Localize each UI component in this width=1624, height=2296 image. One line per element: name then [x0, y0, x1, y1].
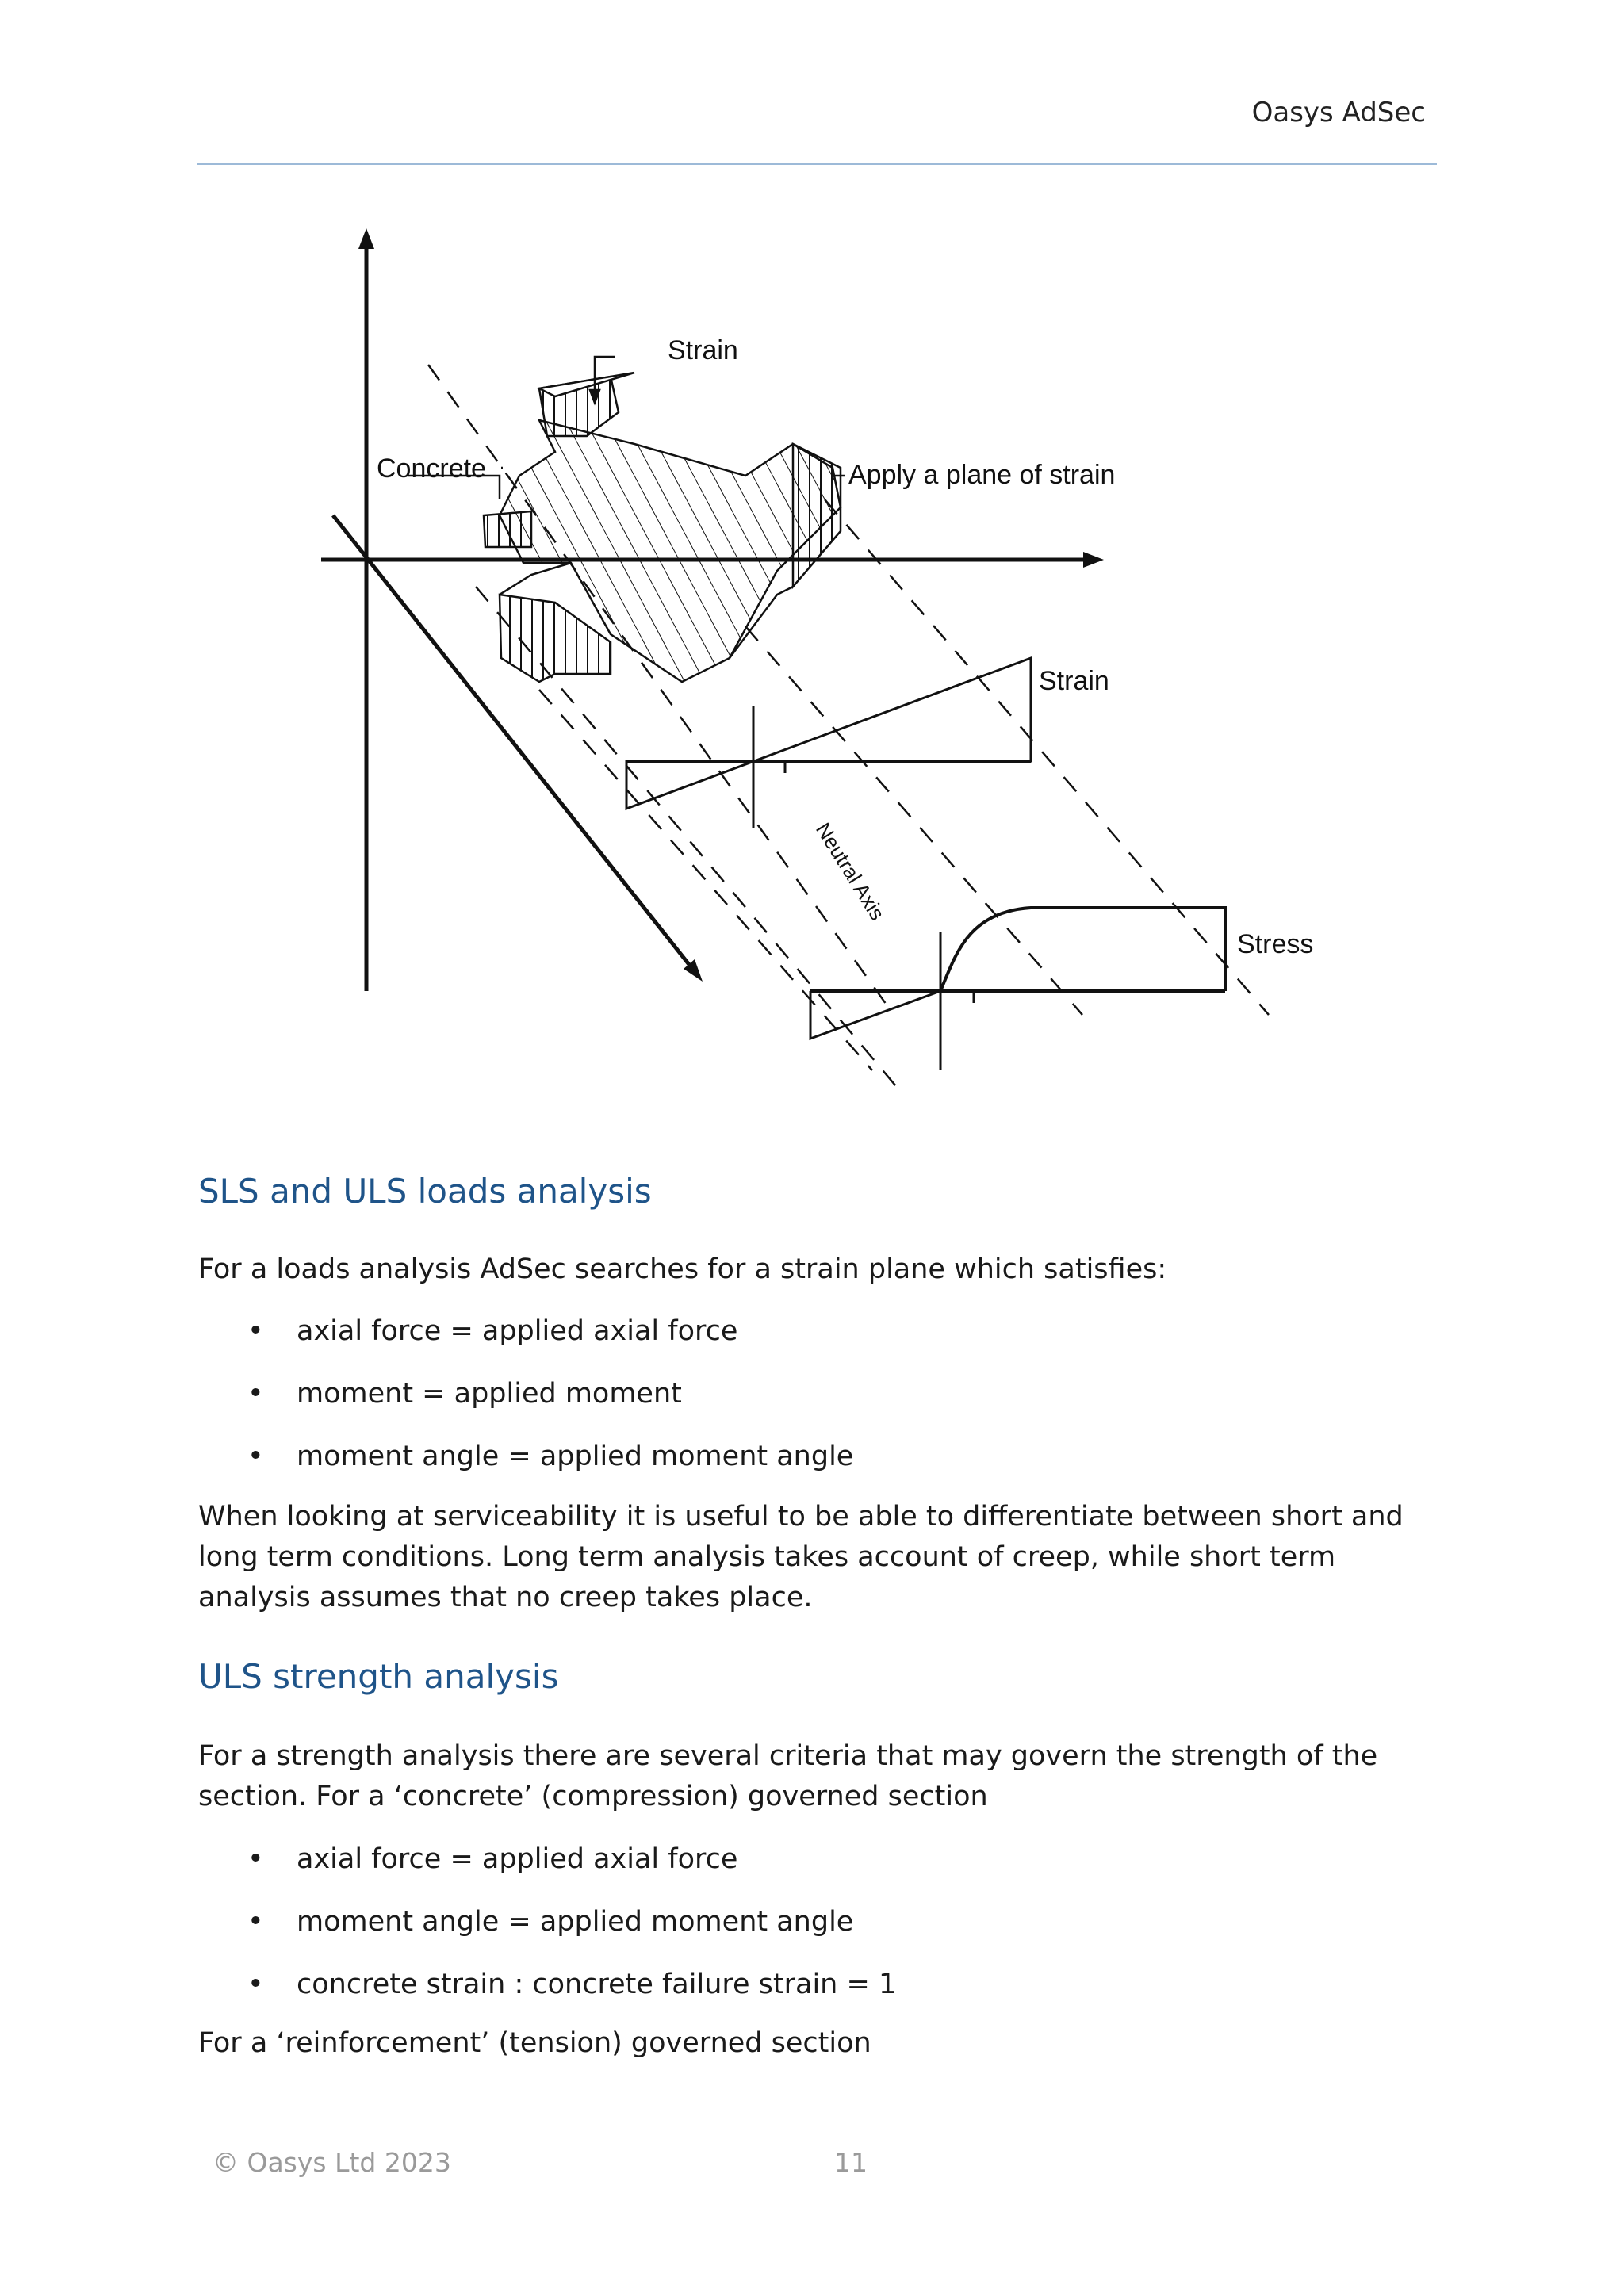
section2-outro: For a ‘reinforcement’ (tension) governed section: [198, 2027, 871, 2059]
section1-bullet-list: [198, 1311, 1443, 1499]
list-item: • moment = applied moment: [198, 1374, 1443, 1437]
header-title: Oasys AdSec: [1251, 97, 1426, 128]
label-strain-top: Strain: [668, 335, 738, 365]
label-neutral-axis: Neutral Axis: [810, 818, 890, 924]
list-item: • concrete strain : concrete failure strain = 1: [198, 1965, 1443, 2027]
concrete-section: [484, 373, 841, 682]
strain-plane-figure: [238, 214, 1364, 1102]
label-concrete: Concrete: [377, 453, 486, 484]
section1-paragraph: When looking at serviceability it is useful to be able to differentiate between short and long term conditions. Long term analysis takes account of creep, while short term analysis assumes that no creep takes place.: [198, 1501, 1404, 1613]
label-stress: Stress: [1237, 929, 1314, 959]
label-strain-mid: Strain: [1039, 666, 1109, 696]
heading-sls-uls-loads: SLS and ULS loads analysis: [198, 1172, 652, 1211]
strain-diagram: [626, 658, 1031, 828]
header-divider: [197, 163, 1437, 165]
horizontal-axis-arrowhead: [1083, 552, 1104, 568]
heading-uls-strength: ULS strength analysis: [198, 1657, 559, 1696]
list-item: • axial force = applied axial force: [198, 1839, 1443, 1902]
label-apply-plane: Apply a plane of strain: [848, 460, 1116, 490]
stress-diagram: [810, 908, 1225, 1070]
footer-copyright: © Oasys Ltd 2023: [213, 2147, 451, 2178]
page-number: 11: [834, 2147, 868, 2178]
list-item: • moment angle = applied moment angle: [198, 1902, 1443, 1965]
section1-intro: For a loads analysis AdSec searches for a strain plane which satisfies:: [198, 1253, 1167, 1285]
list-item: • moment angle = applied moment angle: [198, 1437, 1443, 1499]
list-item: • axial force = applied axial force: [198, 1311, 1443, 1374]
section2-intro: For a strength analysis there are several criteria that may govern the strength of the section. For a ‘concrete’ (compression) governed section: [198, 1740, 1378, 1812]
vertical-axis-arrowhead: [358, 228, 374, 249]
section2-bullet-list: [198, 1839, 1443, 2027]
